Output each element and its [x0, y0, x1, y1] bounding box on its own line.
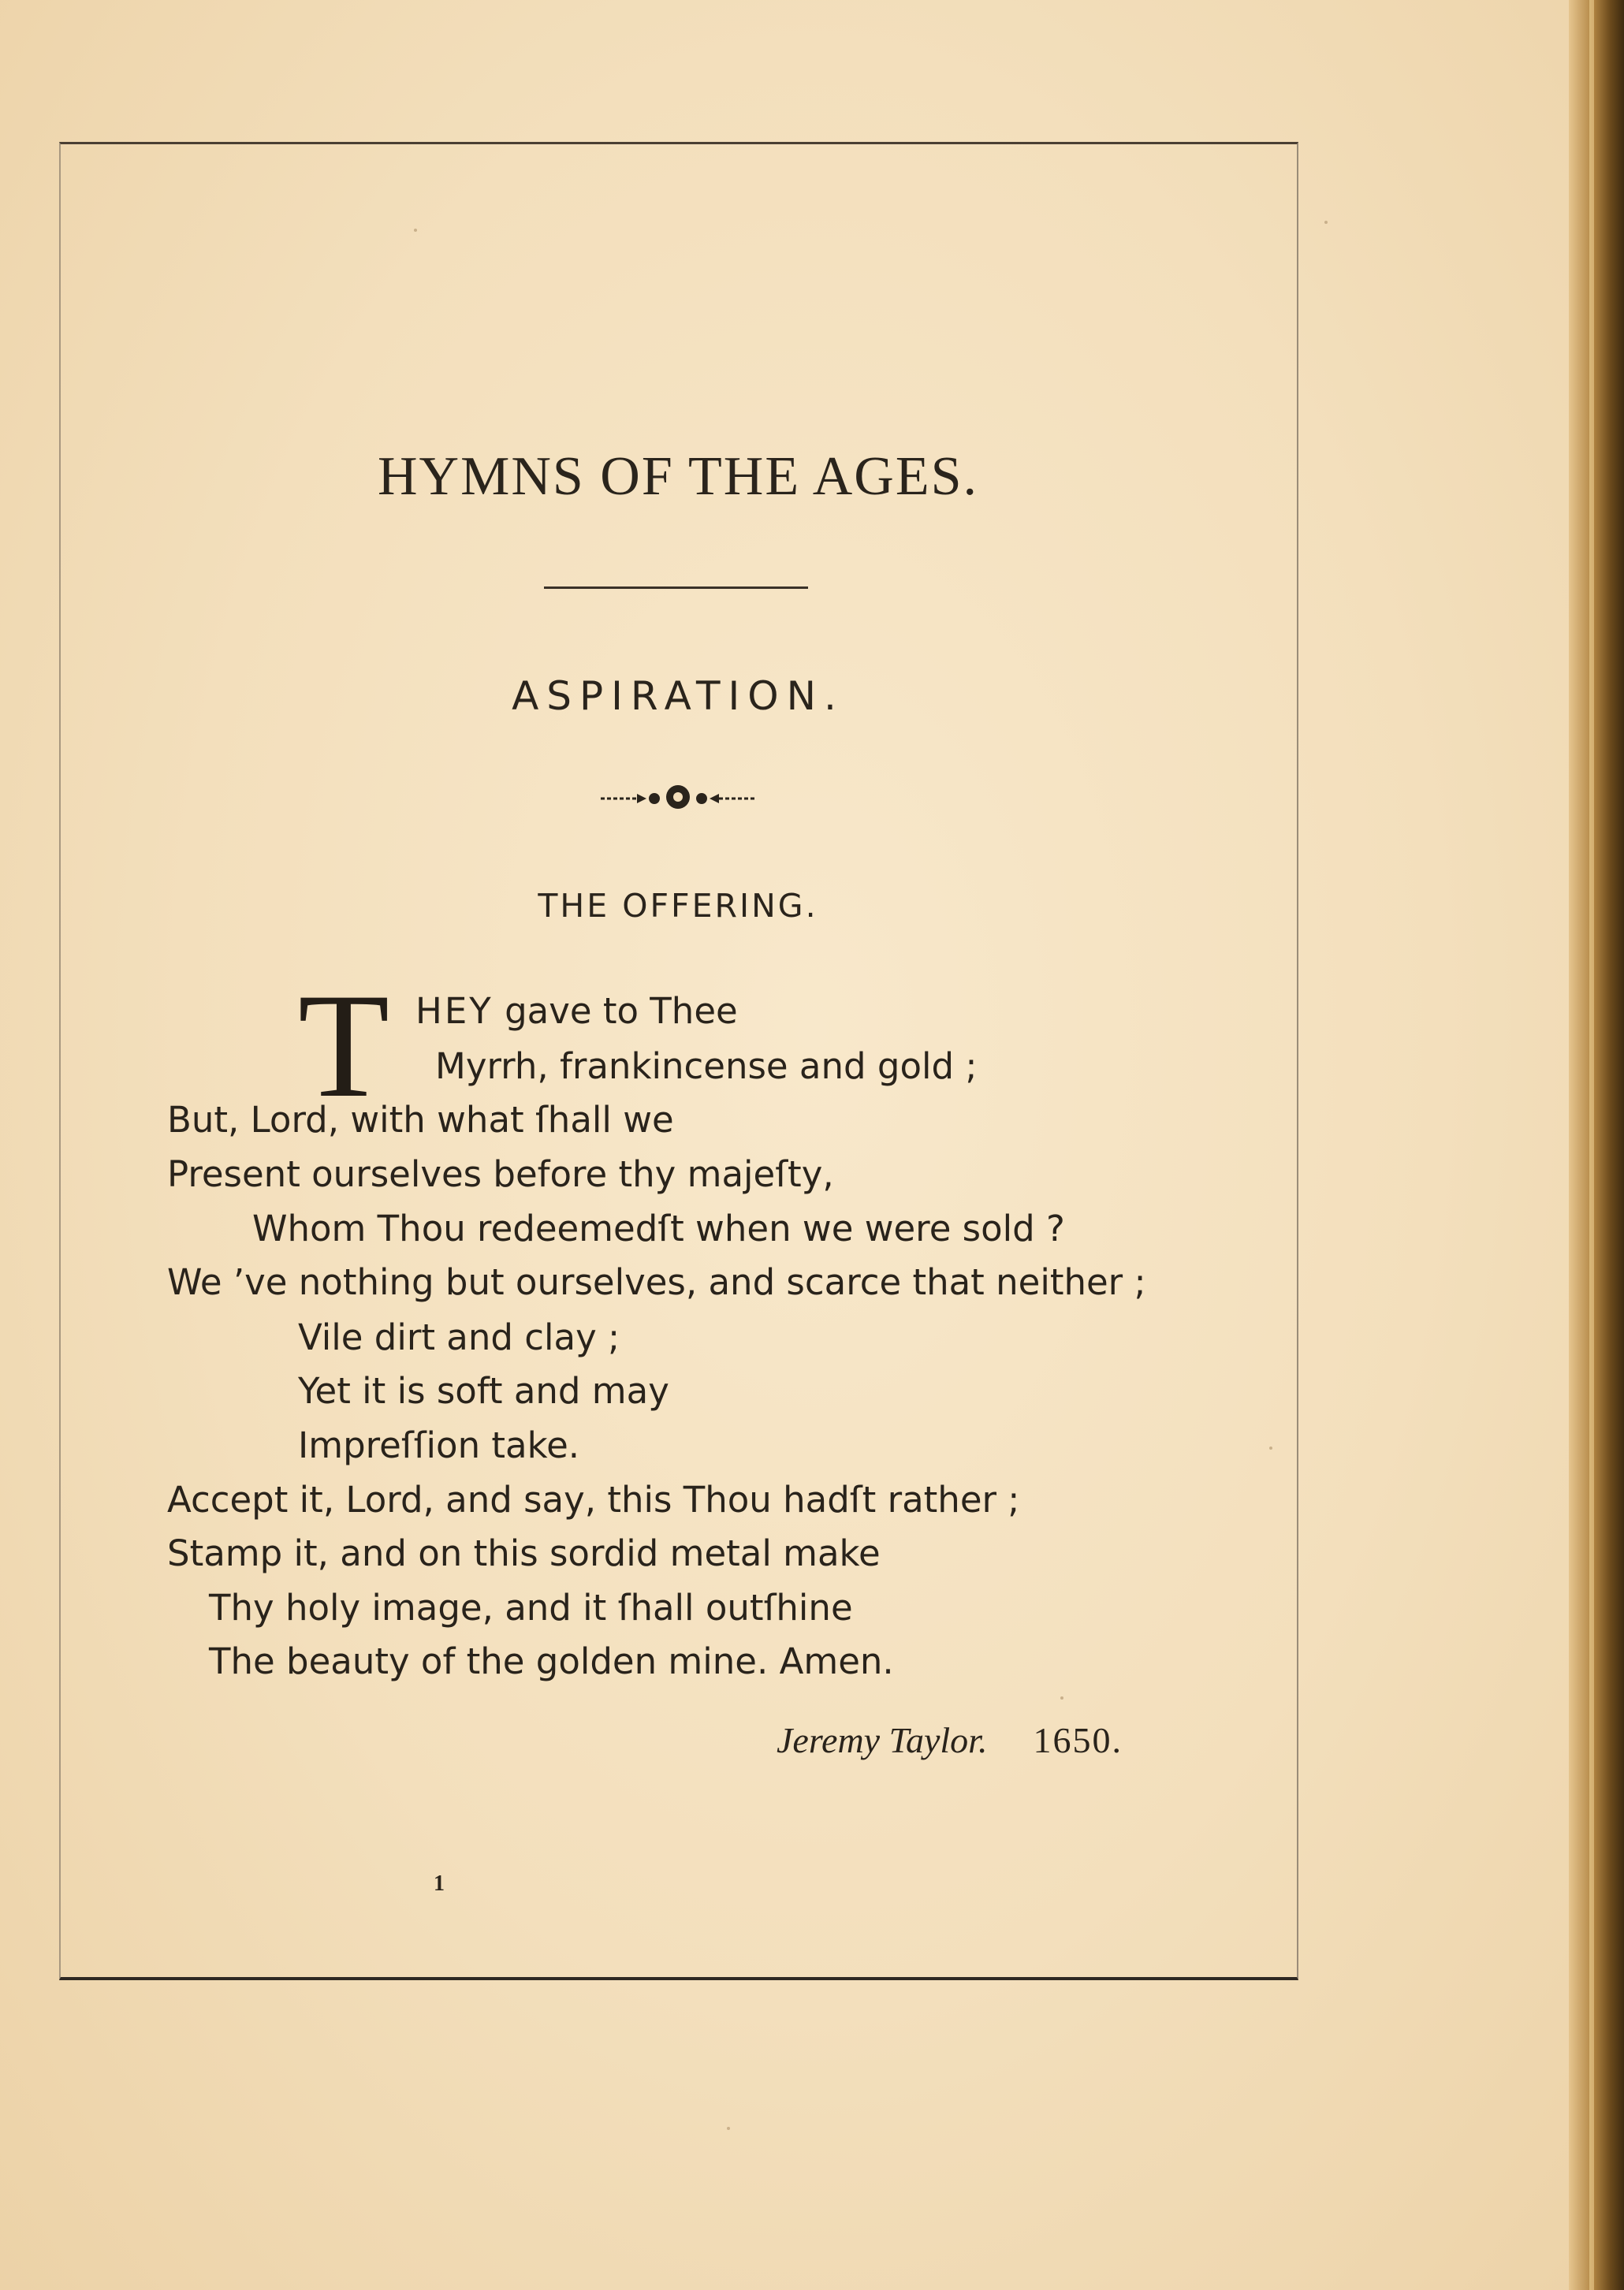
poem-line: Accept it, Lord, and say, this Thou hadſt rather ;	[167, 1479, 1020, 1521]
poem-line: Thy holy image, and it ſhall outſhine	[209, 1587, 853, 1629]
book-title: HYMNS OF THE AGES.	[377, 446, 979, 507]
poem-line-first	[415, 990, 738, 1032]
poem-line: The beauty of the golden mine. Amen.	[209, 1640, 894, 1682]
book-spine-highlight	[1589, 0, 1594, 2290]
poem-line: Whom Thou redeemedſt when we were sold ?	[252, 1208, 1065, 1249]
poem-line: Impreſſion take.	[298, 1424, 580, 1466]
poem-line: But, Lord, with what ſhall we	[167, 1099, 674, 1141]
poem-line: We ’ve nothing but ourselves, and scarce that neither ;	[167, 1261, 1146, 1303]
author-name: Jeremy Taylor.	[777, 1720, 988, 1760]
title-divider	[544, 586, 808, 589]
poem-line: Vile dirt and clay ;	[298, 1316, 620, 1358]
paper-speck	[1324, 221, 1328, 224]
drop-cap-letter: T	[298, 963, 390, 1129]
book-spine-edge	[1569, 0, 1624, 2290]
paper-speck	[727, 2127, 730, 2130]
poem-line: Present ourselves before thy majeſty,	[167, 1153, 834, 1195]
first-line-caps: HEY	[415, 990, 494, 1032]
poem-line: Yet it is soft and may	[298, 1370, 669, 1412]
paper-speck	[1269, 1447, 1272, 1450]
paper-speck	[414, 229, 417, 232]
publication-year: 1650.	[1033, 1720, 1123, 1760]
poem-title: THE OFFERING.	[538, 887, 818, 925]
page-number: 1	[434, 1871, 445, 1896]
attribution	[777, 1718, 1123, 1761]
paper-speck	[1060, 1696, 1063, 1700]
poem-line: Stamp it, and on this sordid metal make	[167, 1532, 881, 1574]
floral-ornament-icon	[599, 783, 757, 814]
poem-line: Myrrh, frankincense and gold ;	[435, 1045, 978, 1087]
section-title: ASPIRATION.	[512, 673, 844, 719]
first-line-rest: gave to Thee	[493, 990, 738, 1032]
